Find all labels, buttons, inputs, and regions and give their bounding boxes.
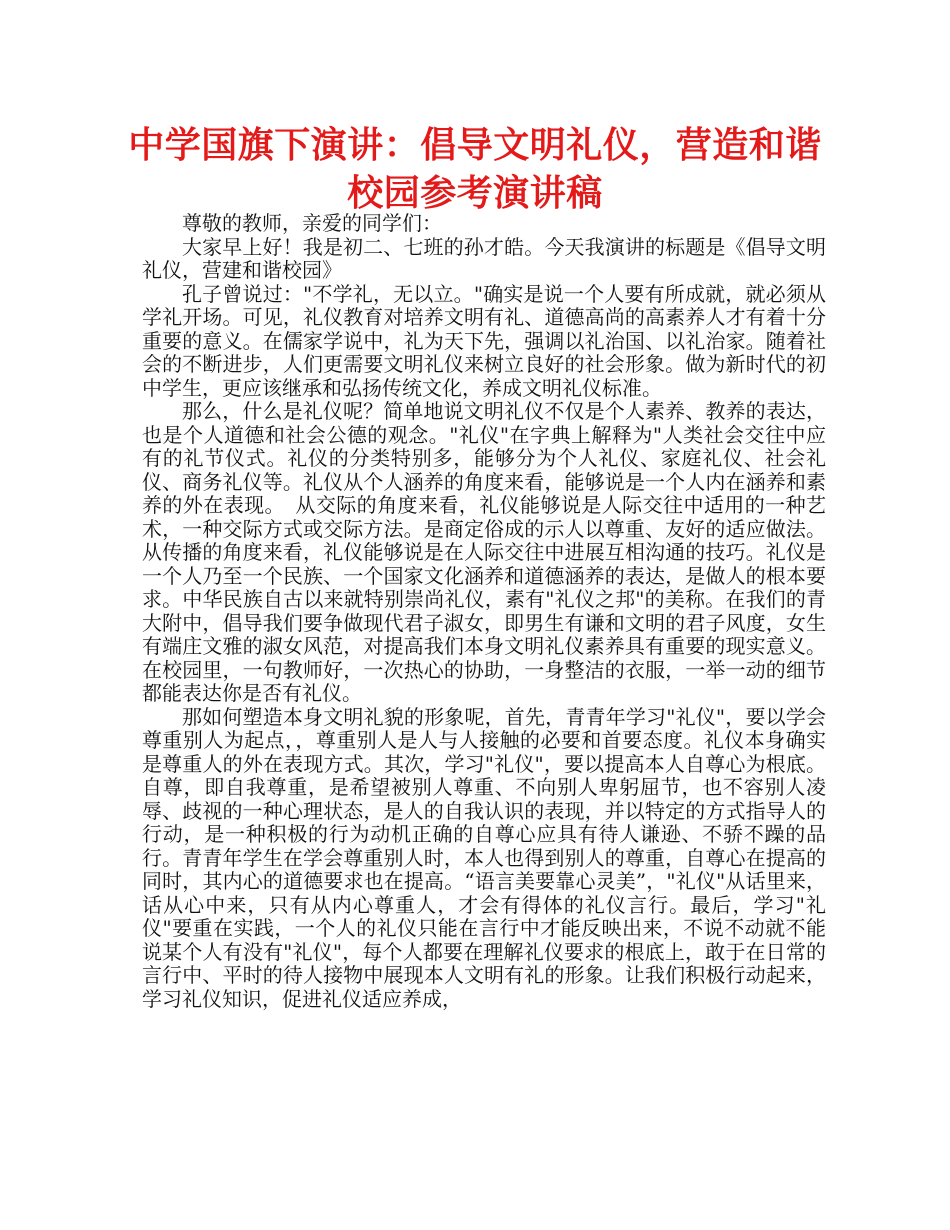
document-title: 中学国旗下演讲：倡导文明礼仪，营造和谐校园参考演讲稿 — [128, 125, 822, 214]
intro-paragraph: 大家早上好！我是初二、七班的孙才皓。今天我演讲的标题是《倡导文明礼仪，营建和谐校园》 — [142, 234, 826, 282]
salutation-paragraph: 尊敬的教师，亲爱的同学们： — [182, 211, 442, 235]
body-paragraph: 那如何塑造本身文明礼貌的形象呢，首先，青青年学习"礼仪"，要以学会尊重别人为起点，，尊重别人是人与人接触的必要和首要态度。礼仪本身确实是尊重人的外在表现方式。其次，学习"礼仪"，要以提高本人自尊心为根底。自尊，即自我尊重，是希望被别人尊重、不向别人卑躬屈节，也不容别人凌辱、歧视的一种心理状态，是人的自我认识的表现，并以特定的方式指导人的行动，是一种积极的行为动机正确的自尊心应具有待人谦逊、不骄不躁的品行。青青年学生在学会尊重别人时，本人也得到别人的尊重，自尊心在提高的同时，其内心的道德要求也在提高。“语言美要靠心灵美”，"礼仪"从话里来，话从心中来，只有从内心尊重人，才会有得体的礼仪言行。最后，学习"礼仪"要重在实践，一个人的礼仪只能在言行中才能反映出来，不说不动就不能说某个人有没有"礼仪"，每个人都要在理解礼仪要求的根底上，敢于在日常的言行中、平时的待人接物中展现本人文明有礼的形象。让我们积极行动起来，学习礼仪知识，促进礼仪适应养成， — [142, 704, 826, 1011]
body-paragraph: 那么，什么是礼仪呢？简单地说文明礼仪不仅是个人素养、教养的表达，也是个人道德和社会公德的观念。"礼仪"在字典上解释为"人类社会交往中应有的礼节仪式。礼仪的分类特别多，能够分为个人礼仪、家庭礼仪、社会礼仪、商务礼仪等。礼仪从个人涵养的角度来看，能够说是一个人内在涵养和素养的外在表现。 从交际的角度来看，礼仪能够说是人际交往中适用的一种艺术，一种交际方式或交际方法。是商定俗成的示人以尊重、友好的适应做法。从传播的角度来看，礼仪能够说是在人际交往中进展互相沟通的技巧。礼仪是一个人乃至一个民族、一个国家文化涵养和道德涵养的表达，是做人的根本要求。中华民族自古以来就特别崇尚礼仪，素有"礼仪之邦"的美称。在我们的青大附中，倡导我们要争做现代君子淑女，即男生有谦和文明的君子风度，女生有端庄文雅的淑女风范，对提高我们本身文明礼仪素养具有重要的现实意义。在校园里，一句教师好，一次热心的协助，一身整洁的衣服，一举一动的细节都能表达你是否有礼仪。 — [142, 399, 826, 705]
document-body — [142, 212, 826, 1011]
body-paragraph: 孔子曾说过："不学礼，无以立。"确实是说一个人要有所成就，就必须从学礼开场。可见，礼仪教育对培养文明有礼、道德高尚的高素养人才有着十分重要的意义。在儒家学说中，礼为天下先，强调以礼治国、以礼治家。随着社会的不断进步，人们更需要文明礼仪来树立良好的社会形象。做为新时代的初中学生，更应该继承和弘扬传统文化，养成文明礼仪标准。 — [142, 281, 826, 400]
